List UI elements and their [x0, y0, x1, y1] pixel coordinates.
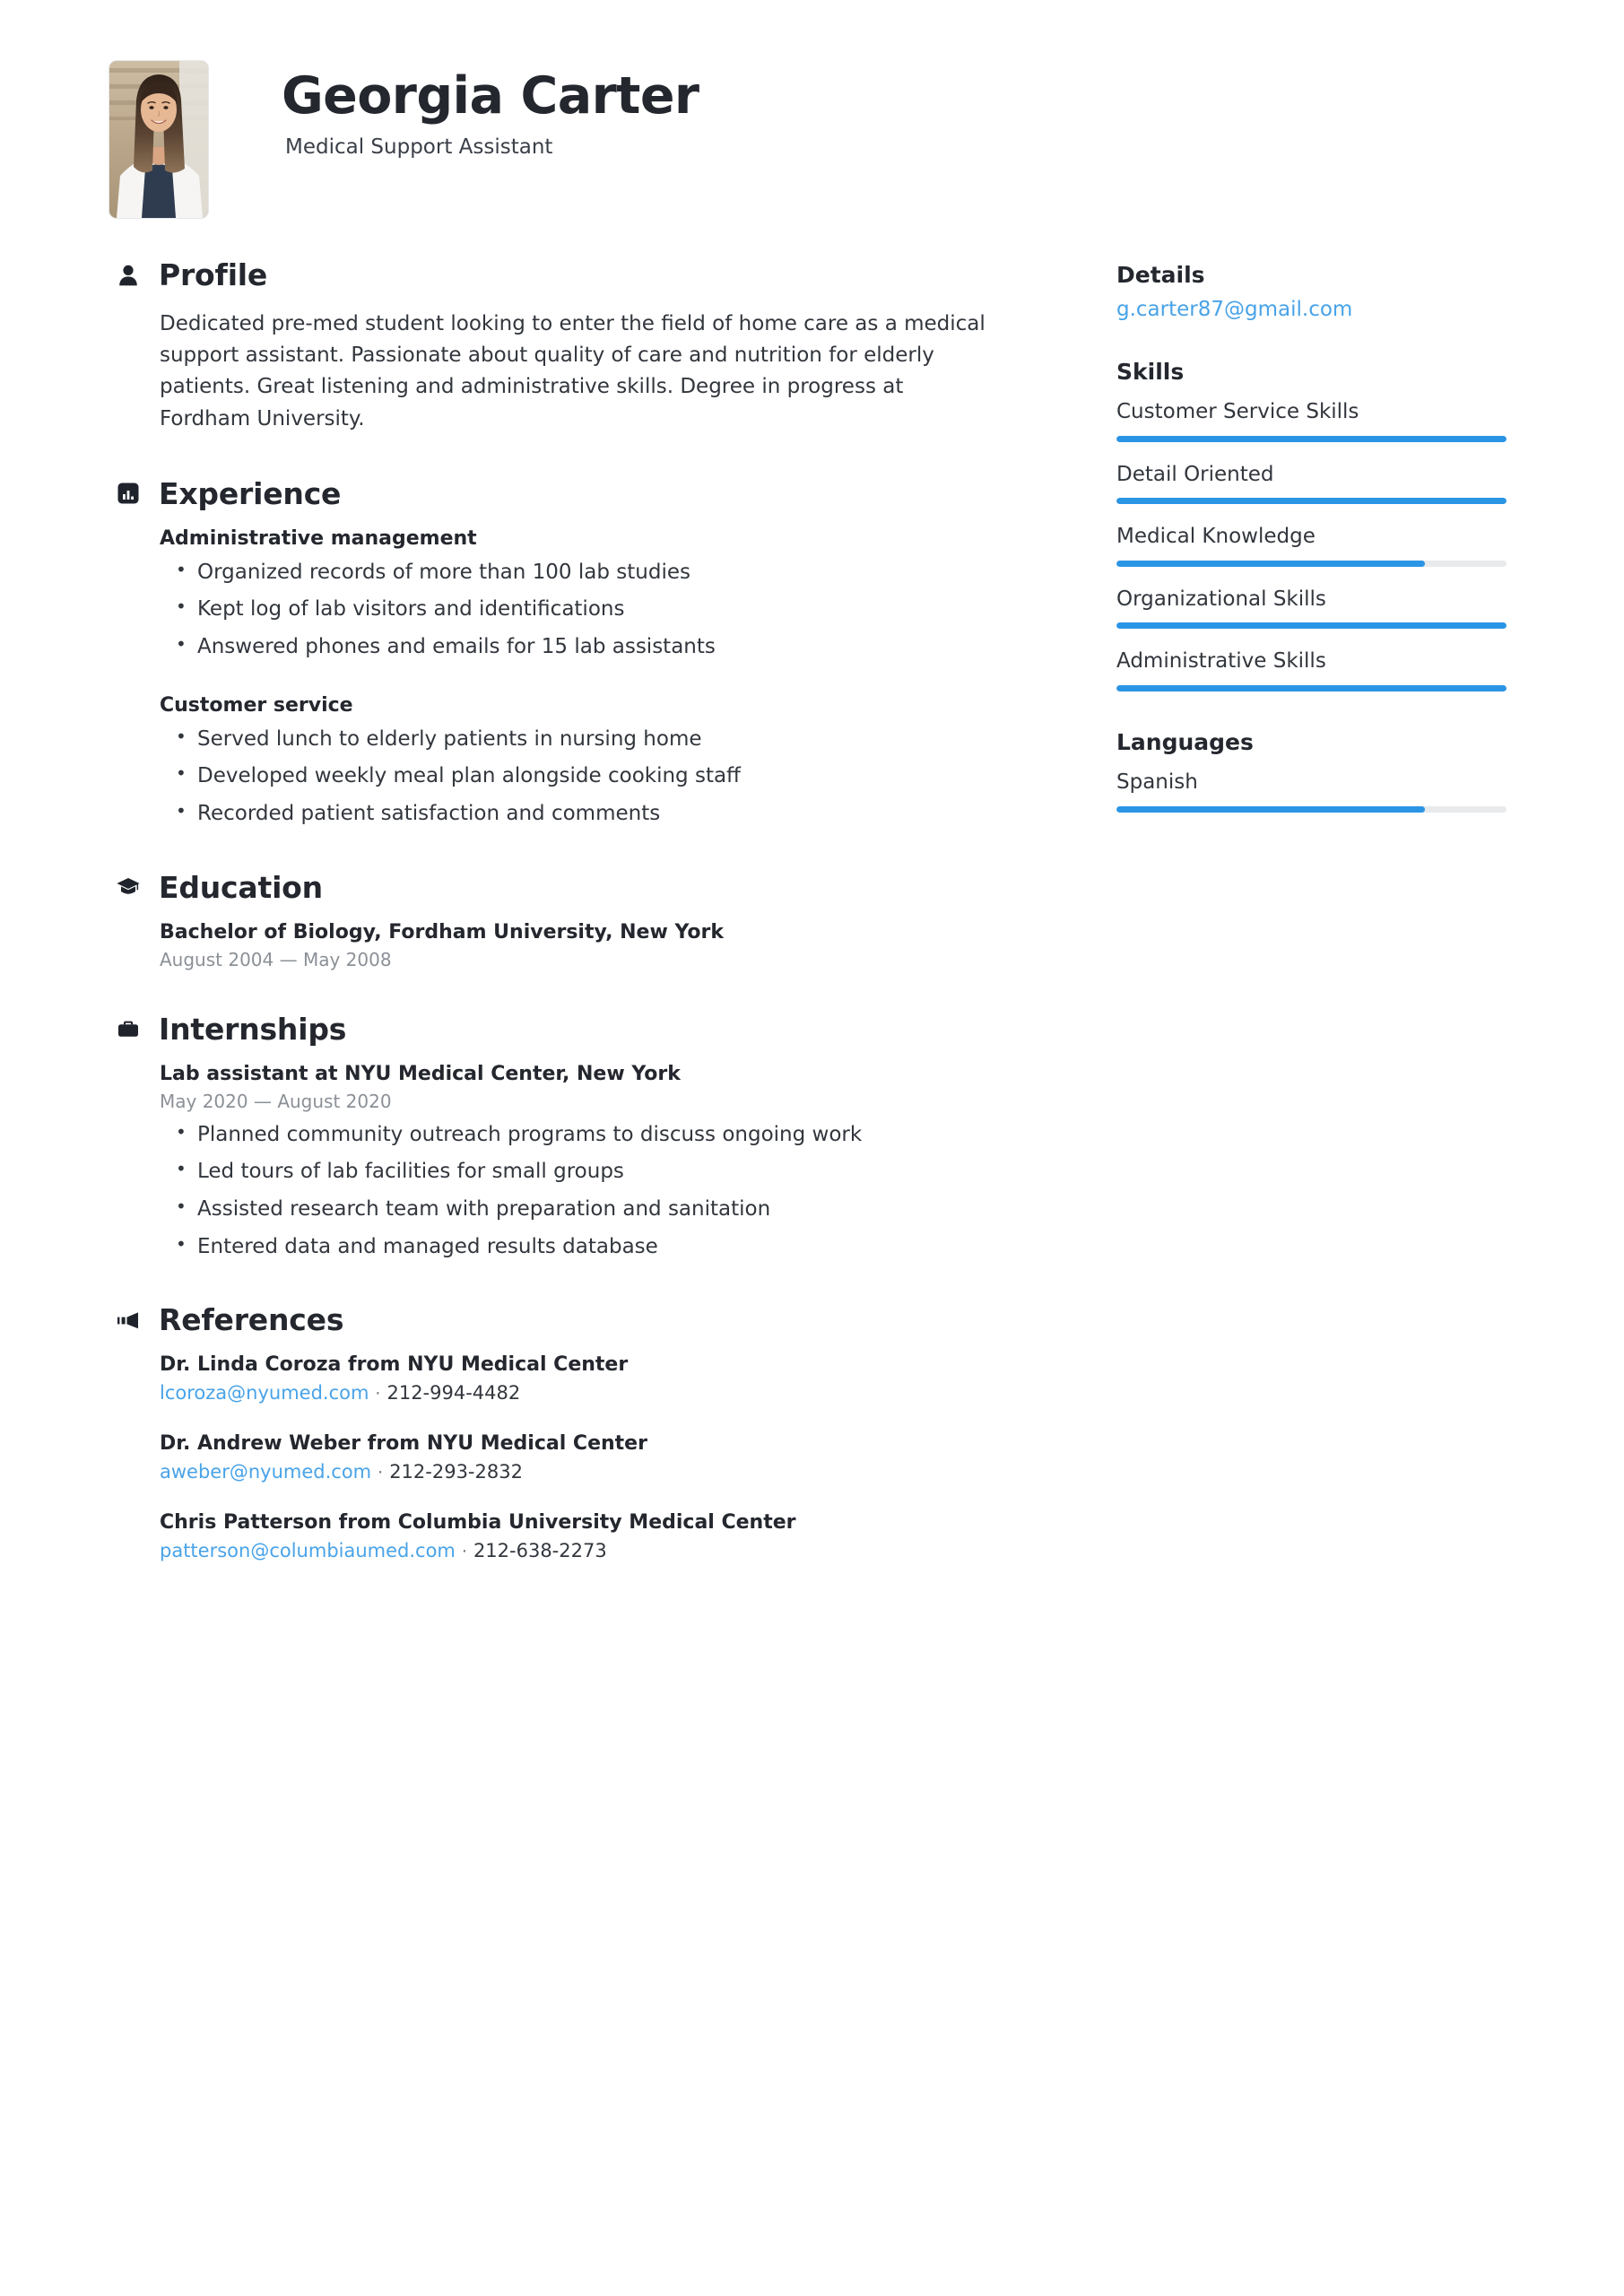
skill-bar-fill — [1116, 498, 1507, 504]
skill-row — [1116, 395, 1417, 442]
internship-entry — [160, 1063, 995, 1262]
section-internships-body — [112, 1063, 995, 1262]
section-references-header — [112, 1302, 995, 1337]
reference-phone: 212-638-2273 — [473, 1540, 607, 1562]
reference-separator: · — [378, 1463, 384, 1483]
skill-label: Customer Service Skills — [1116, 400, 1359, 423]
reference-name: Dr. Linda Coroza from NYU Medical Center — [160, 1353, 629, 1377]
list-item: • Answered phones and emails for 15 lab assistants — [197, 632, 995, 662]
section-profile-header — [112, 257, 995, 292]
skill-label: Detail Oriented — [1116, 462, 1274, 486]
experience-bullet-list — [160, 558, 995, 662]
skill-bar-fill — [1116, 622, 1507, 629]
skill-label: Organizational Skills — [1116, 587, 1326, 611]
language-label: Spanish — [1116, 770, 1198, 794]
experience-block-title: Administrative management — [160, 526, 477, 550]
reference-contact — [160, 1461, 995, 1483]
reference-phone: 212-293-2832 — [389, 1461, 523, 1483]
section-experience-body — [112, 527, 995, 829]
experience-block — [160, 527, 995, 662]
resume-body — [0, 218, 1624, 1603]
job-title: Medical Support Assistant — [285, 135, 553, 159]
section-internships — [112, 1012, 995, 1262]
internship-entry-date: May 2020 — August 2020 — [160, 1090, 392, 1112]
skill-bar-track — [1116, 622, 1507, 629]
skill-bar-track — [1116, 436, 1507, 442]
reference-separator: · — [461, 1542, 467, 1562]
skill-bar-track — [1116, 685, 1507, 691]
section-profile-body — [112, 309, 995, 435]
reference-separator: · — [375, 1384, 381, 1405]
reference-email-link[interactable]: lcoroza@nyumed.com — [160, 1382, 369, 1405]
list-item: • Developed weekly meal plan alongside cooking staff — [197, 761, 995, 791]
reference-phone: 212-994-4482 — [386, 1382, 521, 1405]
avatar — [109, 61, 208, 218]
sidebar — [995, 257, 1417, 850]
person-icon — [115, 262, 142, 289]
section-title-education: Education — [159, 869, 323, 905]
skill-row — [1116, 457, 1417, 505]
skill-bar-track — [1116, 561, 1507, 567]
skill-row — [1116, 644, 1417, 691]
page-title: Georgia Carter — [282, 66, 699, 126]
skill-row — [1116, 582, 1417, 630]
section-experience-header — [112, 476, 995, 511]
list-item: • Assisted research team with preparation and sanitation — [197, 1195, 995, 1224]
list-item: • Organized records of more than 100 lab studies — [197, 558, 995, 587]
sidebar-languages-title: Languages — [1116, 728, 1254, 755]
skill-row — [1116, 519, 1417, 567]
sidebar-languages — [1116, 729, 1417, 813]
list-item: • Served lunch to elderly patients in nursing home — [197, 725, 995, 754]
language-row — [1116, 765, 1417, 813]
reference-entry — [160, 1511, 995, 1561]
section-title-experience: Experience — [159, 475, 342, 511]
list-item: • Kept log of lab visitors and identifications — [197, 595, 995, 624]
megaphone-icon — [115, 1307, 142, 1334]
section-education-body — [112, 921, 995, 970]
education-entry — [160, 921, 995, 970]
experience-block-title: Customer service — [160, 693, 353, 717]
skill-label: Administrative Skills — [1116, 649, 1326, 674]
sidebar-details — [1116, 262, 1417, 321]
list-item: • Led tours of lab facilities for small groups — [197, 1157, 995, 1187]
profile-photo-image — [109, 61, 208, 218]
skill-label: Medical Knowledge — [1116, 525, 1316, 549]
section-title-references: References — [159, 1302, 344, 1338]
language-bar-fill — [1116, 806, 1425, 813]
resume-header — [0, 0, 1624, 218]
education-entry-date: August 2004 — May 2008 — [160, 948, 392, 970]
language-bar-track — [1116, 806, 1507, 813]
skill-bar-track — [1116, 498, 1507, 504]
email-link[interactable]: g.carter87@gmail.com — [1116, 298, 1353, 321]
reference-email-link[interactable]: aweber@nyumed.com — [160, 1461, 372, 1483]
skill-bar-fill — [1116, 436, 1507, 442]
reference-name: Dr. Andrew Weber from NYU Medical Center — [160, 1432, 647, 1456]
section-experience — [112, 476, 995, 829]
sidebar-skills-title: Skills — [1116, 359, 1185, 385]
reference-name: Chris Patterson from Columbia University Medical Center — [160, 1511, 796, 1535]
experience-bullet-list — [160, 725, 995, 829]
section-references — [112, 1302, 995, 1561]
section-references-body — [112, 1353, 995, 1561]
section-profile — [112, 257, 995, 435]
reference-entry — [160, 1353, 995, 1404]
reference-email-link[interactable]: patterson@columbiaumed.com — [160, 1540, 456, 1562]
section-education — [112, 870, 995, 970]
sidebar-skills — [1116, 359, 1417, 691]
skill-bar-fill — [1116, 561, 1425, 567]
section-title-profile: Profile — [159, 257, 268, 292]
section-education-header — [112, 870, 995, 905]
briefcase-icon — [115, 1015, 142, 1042]
list-item: • Entered data and managed results database — [197, 1232, 995, 1262]
education-entry-title: Bachelor of Biology, Fordham University, New York — [160, 920, 724, 944]
sidebar-details-title: Details — [1116, 262, 1205, 288]
internship-bullet-list — [160, 1120, 995, 1262]
list-item: • Recorded patient satisfaction and comments — [197, 799, 995, 829]
bar-chart-icon — [115, 480, 142, 507]
internship-entry-title: Lab assistant at NYU Medical Center, New York — [160, 1062, 681, 1085]
header-text-group — [282, 61, 699, 159]
section-internships-header — [112, 1012, 995, 1047]
graduation-cap-icon — [115, 874, 142, 900]
section-title-internships: Internships — [159, 1011, 347, 1047]
experience-block — [160, 694, 995, 829]
reference-contact — [160, 1540, 995, 1561]
skill-bar-fill — [1116, 685, 1507, 691]
list-item: • Planned community outreach programs to discuss ongoing work — [197, 1120, 995, 1150]
main-column — [0, 257, 995, 1603]
profile-text: Dedicated pre-med student looking to enter the field of home care as a medical support assistant. Passionate about quality of care and nutrition for elderly patients. Great listening and administrative skills. Degree in progress at Fordham University. — [160, 312, 986, 430]
reference-entry — [160, 1432, 995, 1483]
reference-contact — [160, 1382, 995, 1404]
